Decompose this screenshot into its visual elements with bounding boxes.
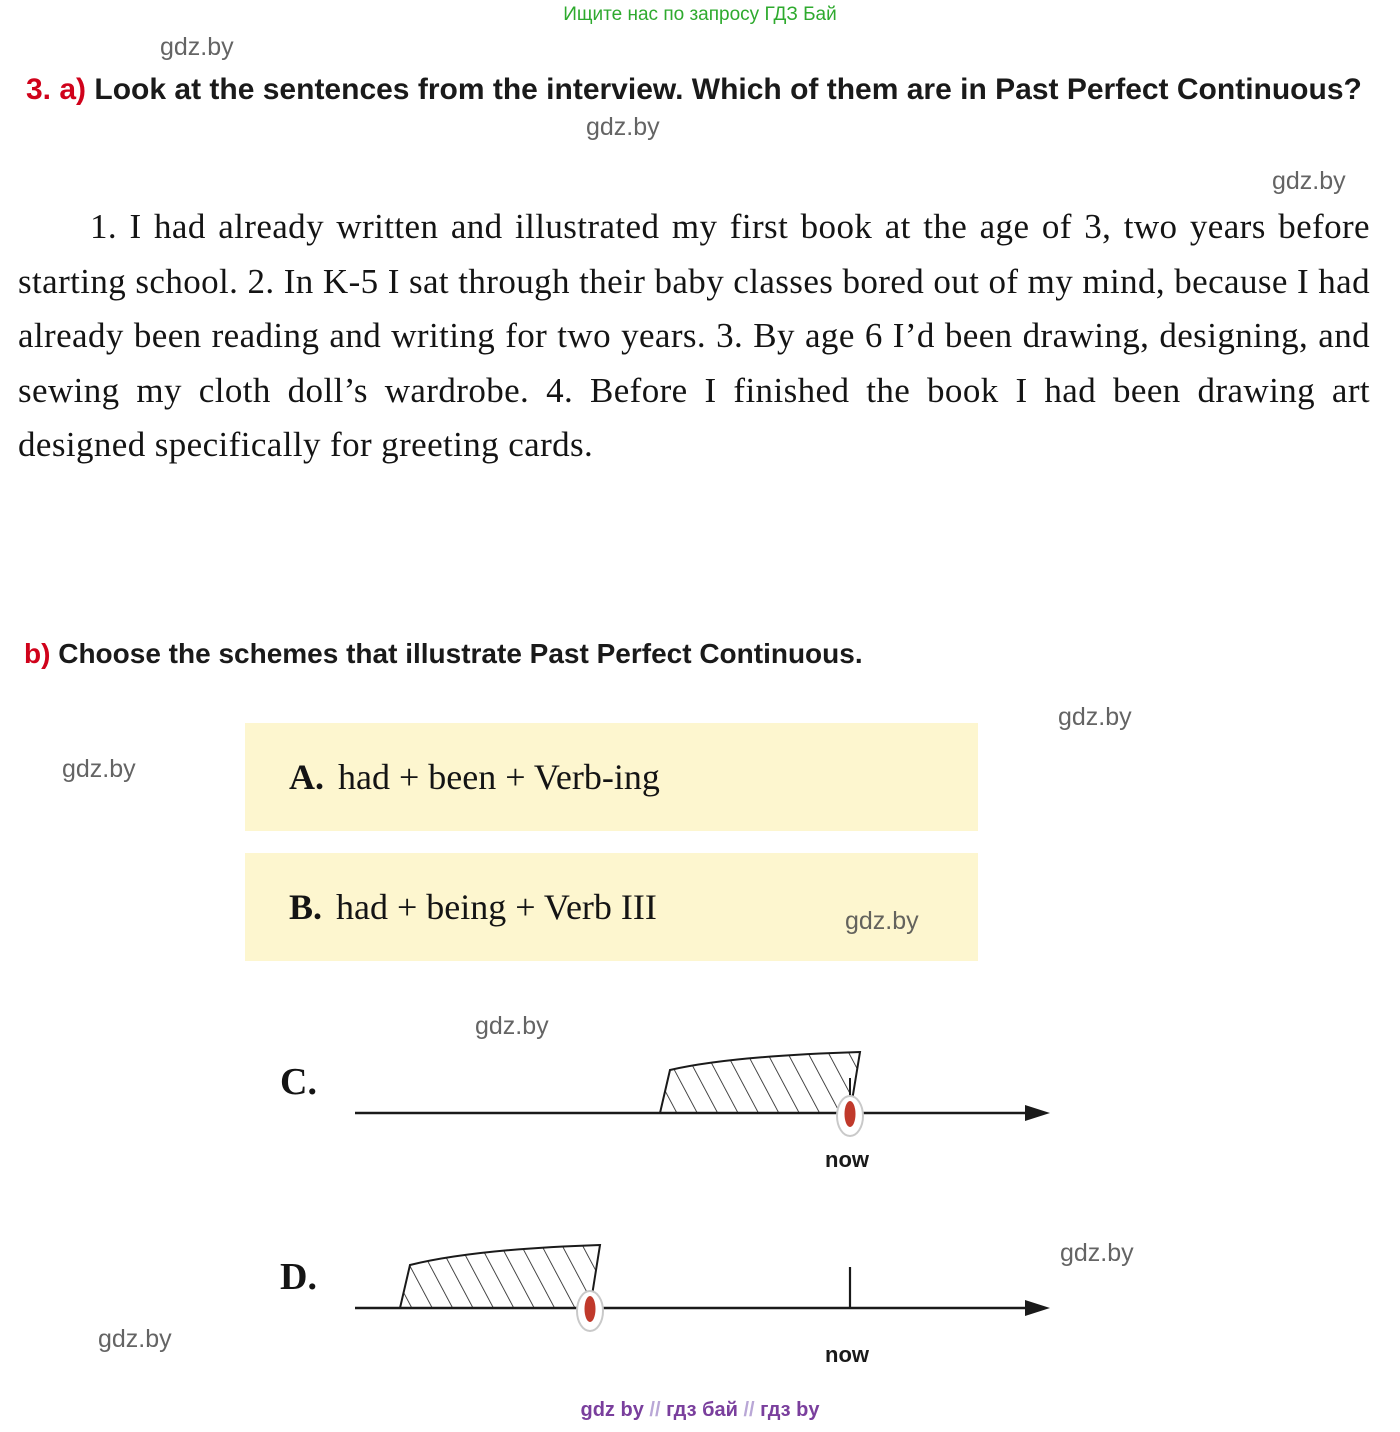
scheme-b-label: B. xyxy=(289,887,323,927)
now-label-c: now xyxy=(825,1147,869,1172)
timeline-d-icon xyxy=(260,1215,1080,1395)
task-a-letter: a) xyxy=(59,73,87,106)
footer-part-3: гдз by xyxy=(760,1399,820,1421)
scheme-a-label: A. xyxy=(289,757,324,797)
footer-part-1: gdz by xyxy=(580,1399,644,1421)
footer-links xyxy=(0,1399,1400,1422)
top-banner: Ищите нас по запросу ГДЗ Бай xyxy=(563,4,837,25)
scheme-option-c[interactable] xyxy=(260,1020,1080,1200)
scheme-b-formula: had + being + Verb III xyxy=(336,887,657,927)
watermark-0: gdz.by xyxy=(160,33,234,61)
task-number: 3. xyxy=(26,73,52,106)
task-b-letter: b) xyxy=(24,638,51,669)
watermark-5: gdz.by xyxy=(845,907,919,935)
watermark-8: gdz.by xyxy=(98,1325,172,1353)
now-label-d: now xyxy=(825,1342,869,1367)
scheme-a-formula: had + been + Verb-ing xyxy=(338,757,660,797)
scheme-option-d[interactable] xyxy=(260,1215,1080,1395)
watermark-2: gdz.by xyxy=(1272,167,1346,195)
watermark-1: gdz.by xyxy=(586,113,660,141)
watermark-3: gdz.by xyxy=(1058,703,1132,731)
watermark-6: gdz.by xyxy=(475,1012,549,1040)
footer-part-2: гдз бай xyxy=(666,1399,738,1421)
task-a-body: 1. I had already written and illustrated my first book at the age of 3, two years before starting school. 2. In K-5 I sat through their baby classes bored out of my mind, because I had already been reading and writing for two years. 3. By age 6 I’d been drawing, designing, and sewing my cloth doll’s wardrobe. 4. Before I finished the book I had been drawing art designed specifically for greeting cards. xyxy=(18,207,1370,465)
scheme-d-label: D. xyxy=(280,1256,317,1298)
task-a-heading xyxy=(26,70,1371,110)
scheme-option-a[interactable] xyxy=(245,723,978,831)
task-b-title: Choose the schemes that illustrate Past Perfect Continuous. xyxy=(58,638,863,669)
watermark-4: gdz.by xyxy=(62,755,136,783)
task-a-title: Look at the sentences from the interview. Which of them are in Past Perfect Continuous? xyxy=(94,73,1362,106)
timeline-c-icon xyxy=(260,1020,1080,1200)
footer-sep-2: // xyxy=(743,1399,755,1421)
task-b-heading xyxy=(24,638,1364,670)
watermark-7: gdz.by xyxy=(1060,1239,1134,1267)
footer-sep-1: // xyxy=(649,1399,661,1421)
scheme-c-label: C. xyxy=(280,1061,317,1103)
